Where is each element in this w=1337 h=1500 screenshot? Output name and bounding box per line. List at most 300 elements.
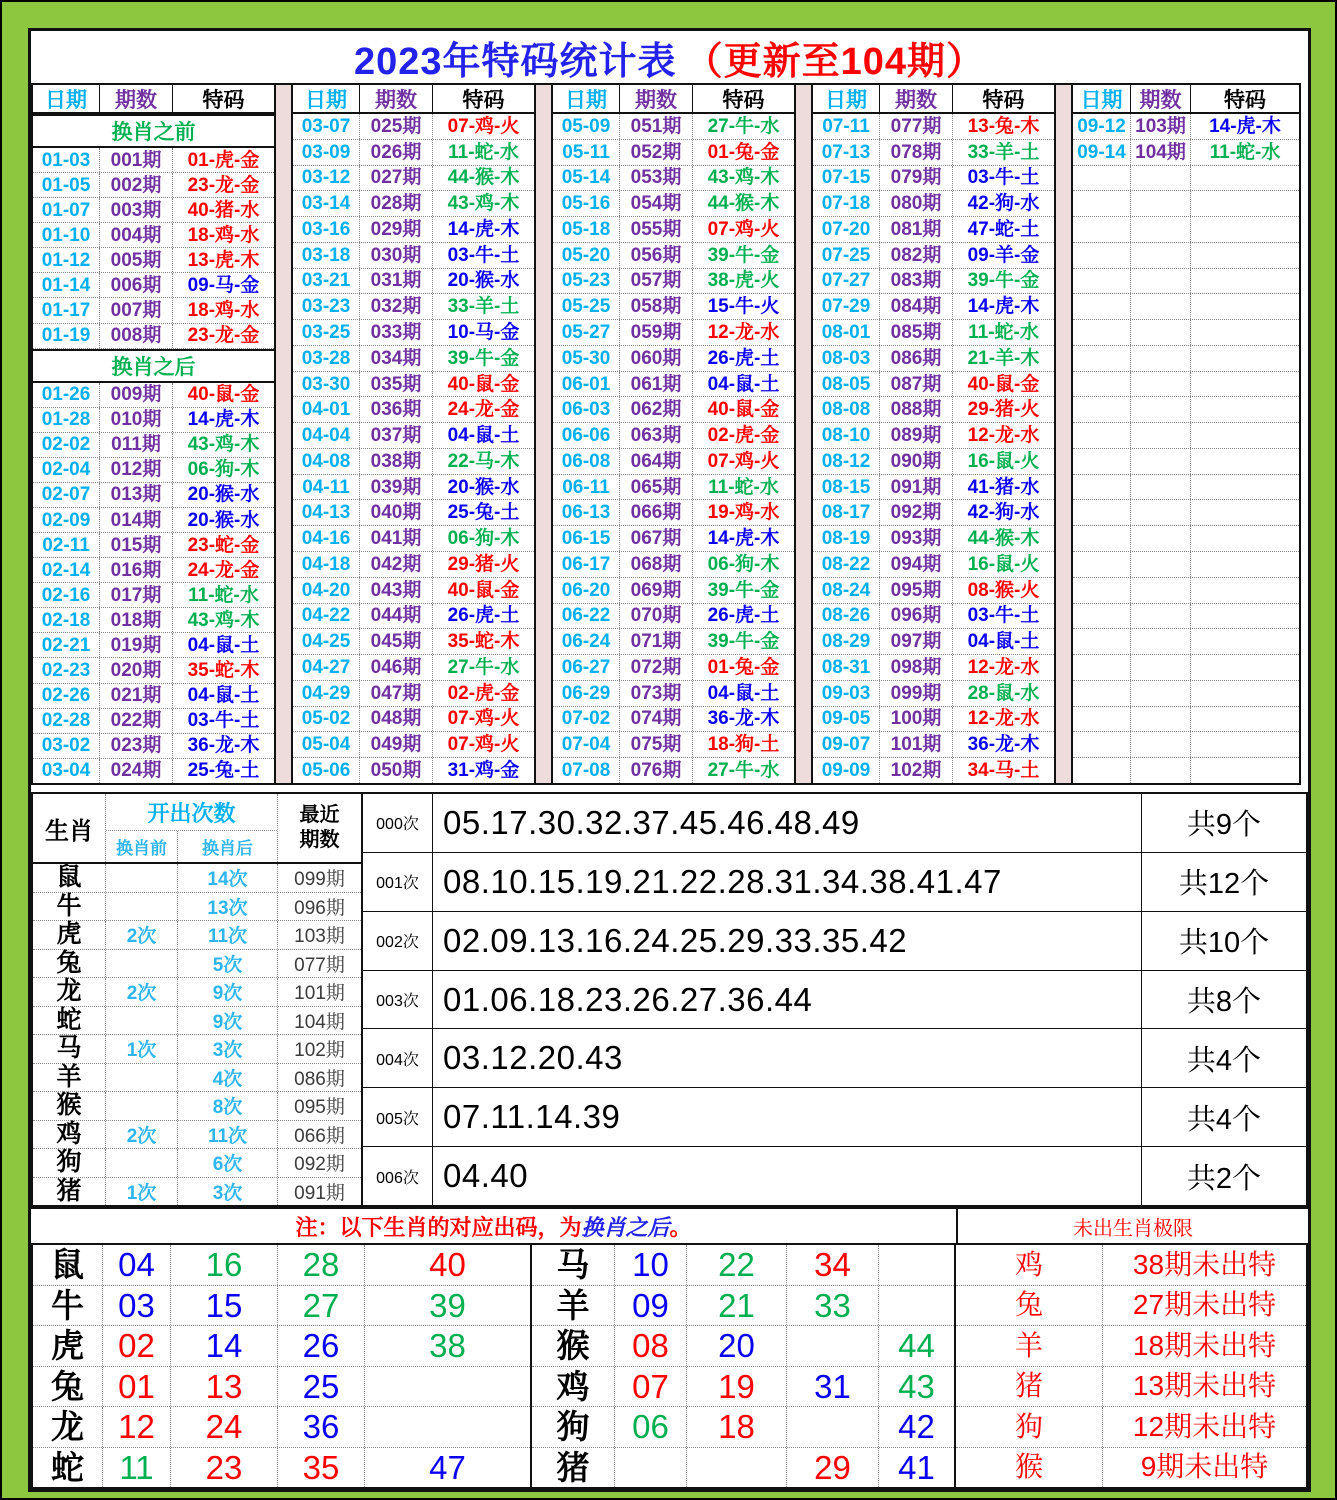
- overdue-zodiac-name: 羊: [956, 1326, 1103, 1366]
- zodiac-name: 猪: [532, 1448, 615, 1488]
- result-date: 01-17: [33, 298, 100, 322]
- empty-code-cell: [1191, 320, 1299, 345]
- empty-period-cell: [1131, 500, 1191, 525]
- result-date: 04-13: [293, 500, 360, 525]
- result-code: 39-牛-金: [707, 244, 780, 266]
- result-date: 08-03: [813, 346, 880, 371]
- count-before-change: [106, 1064, 178, 1092]
- result-code: 40-鼠-金: [707, 399, 780, 421]
- result-row: [553, 320, 794, 346]
- empty-row: [1073, 707, 1299, 733]
- result-row: [33, 709, 274, 734]
- empty-code-cell: [1191, 243, 1299, 268]
- result-row: [553, 166, 794, 192]
- result-code: 36-龙-木: [707, 708, 780, 730]
- result-code: 18-鸡-水: [187, 224, 260, 246]
- result-period: 079期: [880, 166, 953, 191]
- code-header: 特码: [202, 88, 245, 112]
- result-period: 040期: [360, 500, 433, 525]
- code-header: 特码: [982, 88, 1025, 112]
- result-code: 04-鼠-土: [707, 373, 780, 395]
- empty-period-cell: [1131, 166, 1191, 191]
- result-row: [293, 320, 534, 346]
- empty-date-cell: [1073, 758, 1131, 783]
- zodiac-number-cell: 33: [787, 1286, 879, 1326]
- zodiac-number-cell: 27: [278, 1286, 365, 1326]
- zodiac-name: 虎: [33, 921, 106, 949]
- count-after-change: 6次: [178, 1149, 278, 1177]
- result-period: 027期: [360, 166, 433, 191]
- result-code: 10-马-金: [447, 322, 520, 343]
- empty-row: [1073, 372, 1299, 398]
- empty-period-cell: [1131, 423, 1191, 448]
- result-period: 032期: [360, 294, 433, 319]
- result-code: 43-鸡-木: [707, 167, 780, 189]
- result-row: [813, 758, 1054, 783]
- zodiac-number-cell: 41: [898, 1448, 935, 1486]
- zodiac-name: 猴: [33, 1092, 106, 1120]
- result-code: 20-猴-水: [187, 484, 260, 506]
- period-header: 期数: [100, 85, 173, 112]
- frequency-row: [363, 912, 1306, 971]
- empty-date-cell: [1073, 294, 1131, 319]
- result-date: 01-26: [33, 383, 100, 407]
- zodiac-name: 兔: [33, 1367, 103, 1407]
- result-code: 04-鼠-土: [447, 425, 520, 447]
- result-code: 39-牛-金: [707, 631, 780, 653]
- result-date: 05-20: [553, 243, 620, 268]
- frequency-numbers: 02.09.13.16.24.25.29.33.35.42: [443, 921, 908, 959]
- result-date: 03-09: [293, 140, 360, 165]
- result-code: 06-狗-木: [447, 528, 520, 550]
- result-date: 02-16: [33, 583, 100, 607]
- result-row: [293, 707, 534, 733]
- frequency-numbers: 07.11.14.39: [443, 1098, 621, 1136]
- empty-period-cell: [1131, 707, 1191, 732]
- result-row: [813, 707, 1054, 733]
- zodiac-stat-row: [33, 1149, 361, 1178]
- zodiac-number-cell: 24: [171, 1407, 278, 1447]
- overdue-zodiac-name: 鸡: [956, 1245, 1103, 1285]
- zodiac-number-cell: 04: [103, 1245, 171, 1285]
- overdue-period-count: 18期未出特: [1132, 1329, 1277, 1361]
- zodiac-number-cell: [687, 1448, 787, 1488]
- result-period: 026期: [360, 140, 433, 165]
- result-date: 07-20: [813, 217, 880, 242]
- frequency-label: 002次: [363, 912, 433, 970]
- result-row: [33, 684, 274, 709]
- zodiac-number-cell: [365, 1407, 530, 1447]
- result-row: [553, 269, 794, 295]
- result-code: 09-马-金: [187, 274, 260, 296]
- result-code: 20-猴-水: [447, 476, 520, 498]
- limits-table-title: 未出生肖极限: [956, 1209, 1308, 1243]
- result-period: 097期: [880, 629, 953, 654]
- result-date: 04-04: [293, 423, 360, 448]
- result-row: [813, 320, 1054, 346]
- result-code: 40-鼠-金: [187, 384, 260, 406]
- zodiac-number-row: [33, 1245, 530, 1286]
- result-date: 09-07: [813, 732, 880, 757]
- result-row: [293, 681, 534, 707]
- most-recent-period: 096期: [294, 897, 345, 919]
- result-row: [33, 173, 274, 198]
- zodiac-name: 马: [33, 1035, 106, 1063]
- empty-code-cell: [1191, 707, 1299, 732]
- empty-date-cell: [1073, 320, 1131, 345]
- result-period: 065期: [620, 475, 693, 500]
- result-row: [33, 759, 274, 783]
- result-code: 16-鼠-火: [967, 553, 1040, 575]
- result-date: 08-19: [813, 526, 880, 551]
- result-code: 07-鸡-火: [707, 450, 780, 472]
- result-row: [553, 140, 794, 166]
- result-period: 059期: [620, 320, 693, 345]
- result-period: 053期: [620, 166, 693, 191]
- frequency-total: 共10个: [1141, 912, 1306, 970]
- frequency-numbers: 01.06.18.23.26.27.36.44: [443, 980, 813, 1018]
- empty-date-cell: [1073, 346, 1131, 371]
- result-row: [33, 734, 274, 759]
- empty-code-cell: [1191, 655, 1299, 680]
- frequency-numbers: 04.40: [443, 1157, 529, 1195]
- result-date: 02-11: [33, 533, 100, 557]
- result-date: 08-24: [813, 578, 880, 603]
- most-recent-period: 099期: [294, 869, 345, 891]
- result-date: 08-01: [813, 320, 880, 345]
- empty-code-cell: [1191, 500, 1299, 525]
- result-date: 07-29: [813, 294, 880, 319]
- result-code: 44-猴-木: [707, 193, 780, 215]
- result-code: 20-猴-水: [447, 270, 520, 292]
- date-header: 日期: [553, 85, 620, 112]
- zodiac-name: 蛇: [33, 1448, 103, 1488]
- result-period: 029期: [360, 217, 433, 242]
- result-code: 07-鸡-火: [447, 115, 520, 137]
- zodiac-number-cell: 03: [103, 1286, 171, 1326]
- empty-code-cell: [1191, 552, 1299, 577]
- result-code: 01-兔-金: [707, 656, 780, 678]
- result-period: 023期: [100, 734, 173, 758]
- result-row: [813, 500, 1054, 526]
- overdue-zodiac-name: 狗: [956, 1407, 1103, 1447]
- zodiac-number-cell: 21: [687, 1286, 787, 1326]
- result-date: 04-18: [293, 552, 360, 577]
- result-period: 047期: [360, 681, 433, 706]
- result-period: 015期: [100, 533, 173, 557]
- result-period: 092期: [880, 500, 953, 525]
- result-code: 08-猴-火: [967, 579, 1040, 601]
- zodiac-name: 马: [532, 1245, 615, 1285]
- most-recent-period: 092期: [294, 1154, 345, 1176]
- count-after-change: 9次: [178, 1007, 278, 1035]
- date-header: 日期: [33, 85, 100, 112]
- result-period: 067期: [620, 526, 693, 551]
- result-period: 070期: [620, 604, 693, 629]
- result-row: [293, 140, 534, 166]
- count-after-change: 3次: [178, 1178, 278, 1206]
- result-period: 010期: [100, 408, 173, 432]
- result-row: [553, 552, 794, 578]
- result-date: 09-14: [1073, 140, 1131, 165]
- empty-date-cell: [1073, 243, 1131, 268]
- result-period: 077期: [880, 114, 953, 139]
- result-code: 43-鸡-木: [187, 434, 260, 456]
- period-column-5: [1071, 83, 1301, 785]
- empty-code-cell: [1191, 629, 1299, 654]
- empty-row: [1073, 243, 1299, 269]
- recent-header-line1: 最近: [299, 804, 340, 826]
- overdue-period-count: 13期未出特: [1132, 1370, 1277, 1402]
- zodiac-number-cell: [615, 1448, 687, 1488]
- overdue-row: [956, 1245, 1306, 1286]
- empty-row: [1073, 475, 1299, 501]
- result-date: 09-05: [813, 707, 880, 732]
- count-before-change: 2次: [106, 1121, 178, 1149]
- before-change-header: 换肖前: [106, 831, 178, 862]
- result-date: 05-27: [553, 320, 620, 345]
- zodiac-number-cell: 06: [615, 1407, 687, 1447]
- frequency-row: [363, 1088, 1306, 1147]
- empty-period-cell: [1131, 604, 1191, 629]
- count-after-change: 11次: [178, 1121, 278, 1149]
- result-period: 081期: [880, 217, 953, 242]
- count-after-change: 11次: [178, 921, 278, 949]
- empty-period-cell: [1131, 578, 1191, 603]
- empty-date-cell: [1073, 500, 1131, 525]
- result-code: 42-狗-水: [967, 502, 1040, 524]
- zodiac-stat-row: [33, 893, 361, 922]
- recent-header-line2: 期数: [299, 829, 340, 851]
- result-period: 014期: [100, 508, 173, 532]
- bottom-header-row: [31, 1209, 1308, 1243]
- zodiac-name: 狗: [532, 1407, 615, 1447]
- result-row: [293, 475, 534, 501]
- zodiac-stat-row: [33, 978, 361, 1007]
- empty-code-cell: [1191, 191, 1299, 216]
- result-row: [33, 608, 274, 633]
- result-code: 29-猪-火: [967, 399, 1040, 421]
- result-date: 09-03: [813, 681, 880, 706]
- result-row: [33, 633, 274, 658]
- result-row: [813, 475, 1054, 501]
- result-period: 013期: [100, 483, 173, 507]
- overdue-zodiac-name: 猪: [956, 1367, 1103, 1407]
- empty-period-cell: [1131, 372, 1191, 397]
- result-code: 11-蛇-水: [968, 322, 1039, 343]
- result-date: 04-29: [293, 681, 360, 706]
- date-header: 日期: [293, 85, 360, 112]
- count-before-change: [106, 950, 178, 978]
- result-period: 075期: [620, 732, 693, 757]
- empty-row: [1073, 449, 1299, 475]
- frequency-total: 共4个: [1141, 1029, 1306, 1087]
- times-header: 开出次数: [106, 794, 277, 831]
- result-row: [553, 294, 794, 320]
- result-code: 36-龙-木: [187, 735, 260, 757]
- empty-code-cell: [1191, 423, 1299, 448]
- empty-period-cell: [1131, 191, 1191, 216]
- result-row: [293, 552, 534, 578]
- result-row: [293, 397, 534, 423]
- empty-row: [1073, 217, 1299, 243]
- note-emphasis: 换肖之后: [581, 1214, 670, 1240]
- bottom-section: [31, 1207, 1308, 1489]
- result-code: 11-蛇-水: [708, 476, 779, 498]
- empty-row: [1073, 578, 1299, 604]
- result-row: [293, 346, 534, 372]
- result-period: 091期: [880, 475, 953, 500]
- result-code: 39-牛-金: [707, 579, 780, 601]
- date-header: 日期: [1073, 85, 1131, 112]
- result-date: 05-14: [553, 166, 620, 191]
- result-period: 071期: [620, 629, 693, 654]
- result-row: [553, 217, 794, 243]
- result-row: [813, 604, 1054, 630]
- empty-code-cell: [1191, 449, 1299, 474]
- result-date: 02-02: [33, 433, 100, 457]
- result-code: 09-羊-金: [967, 244, 1040, 266]
- result-code: 23-龙-金: [187, 325, 260, 347]
- result-period: 025期: [360, 114, 433, 139]
- zodiac-name: 蛇: [33, 1007, 106, 1035]
- zodiac-name: 龙: [33, 1407, 103, 1447]
- zodiac-number-cell: 08: [615, 1326, 687, 1366]
- result-period: 062期: [620, 397, 693, 422]
- result-date: 03-16: [293, 217, 360, 242]
- result-row: [1073, 114, 1299, 140]
- result-code: 27-牛-水: [707, 115, 780, 137]
- frequency-total: 共2个: [1141, 1147, 1306, 1205]
- zodiac-number-cell: 11: [103, 1448, 171, 1488]
- overdue-period-count: 9期未出特: [1140, 1451, 1269, 1483]
- result-date: 07-13: [813, 140, 880, 165]
- result-date: 06-17: [553, 552, 620, 577]
- count-before-change: [106, 1149, 178, 1177]
- result-row: [293, 526, 534, 552]
- result-date: 01-19: [33, 324, 100, 348]
- empty-code-cell: [1191, 269, 1299, 294]
- result-row: [553, 526, 794, 552]
- result-code: 35-蛇-木: [447, 631, 520, 653]
- overdue-zodiac-table: [956, 1243, 1308, 1489]
- column-header-row: [553, 85, 794, 114]
- result-row: [293, 217, 534, 243]
- zodiac-number-cell: 39: [429, 1286, 466, 1324]
- result-row: [293, 500, 534, 526]
- zodiac-number-cell: [879, 1245, 954, 1285]
- most-recent-period: 104期: [294, 1011, 345, 1033]
- overdue-row: [956, 1326, 1306, 1367]
- frequency-label: 000次: [363, 794, 433, 852]
- count-after-change: 8次: [178, 1092, 278, 1120]
- result-row: [553, 243, 794, 269]
- zodiac-stats-table: [31, 792, 363, 1207]
- period-header: 期数: [880, 85, 953, 112]
- result-row: [33, 148, 274, 173]
- result-date: 03-14: [293, 191, 360, 216]
- result-period: 057期: [620, 269, 693, 294]
- result-period: 082期: [880, 243, 953, 268]
- result-code: 14-虎-木: [707, 528, 780, 550]
- result-code: 27-牛-水: [447, 656, 520, 678]
- column-gap: [276, 83, 291, 785]
- result-period: 080期: [880, 191, 953, 216]
- empty-row: [1073, 191, 1299, 217]
- result-date: 08-17: [813, 500, 880, 525]
- empty-period-cell: [1131, 346, 1191, 371]
- result-period: 033期: [360, 320, 433, 345]
- result-date: 05-23: [553, 269, 620, 294]
- result-row: [553, 681, 794, 707]
- frequency-label: 004次: [363, 1029, 433, 1087]
- period-column-2: [291, 83, 536, 785]
- result-code: 34-马-土: [967, 760, 1040, 782]
- result-date: 02-14: [33, 558, 100, 582]
- zodiac-name: 虎: [33, 1326, 103, 1366]
- zodiac-number-cell: [787, 1407, 879, 1447]
- result-period: 099期: [880, 681, 953, 706]
- result-code: 04-鼠-土: [967, 631, 1040, 653]
- result-date: 04-16: [293, 526, 360, 551]
- result-code: 21-羊-木: [967, 347, 1040, 369]
- result-code: 07-鸡-火: [447, 708, 520, 730]
- result-period: 028期: [360, 191, 433, 216]
- zodiac-number-cell: 25: [278, 1367, 365, 1407]
- result-row: [33, 658, 274, 683]
- result-code: 03-牛-土: [187, 710, 260, 732]
- result-period: 083期: [880, 269, 953, 294]
- result-code: 39-牛-金: [447, 347, 520, 369]
- overdue-period-count: 12期未出特: [1132, 1410, 1277, 1442]
- section-label-row: 换肖之后: [33, 349, 274, 383]
- frequency-total: 共9个: [1141, 794, 1306, 852]
- result-period: 102期: [880, 758, 953, 783]
- result-date: 01-05: [33, 173, 100, 197]
- result-code: 03-牛-土: [967, 167, 1040, 189]
- result-row: [33, 198, 274, 223]
- result-code: 14-虎-木: [187, 409, 260, 431]
- result-row: [813, 732, 1054, 758]
- result-row: [553, 707, 794, 733]
- zodiac-number-cell: 22: [687, 1245, 787, 1285]
- frequency-row: [363, 971, 1306, 1030]
- stats-section: [31, 792, 1308, 1207]
- result-code: 02-虎-金: [447, 682, 520, 704]
- result-period: 073期: [620, 681, 693, 706]
- result-period: 001期: [100, 148, 173, 172]
- result-date: 07-11: [813, 114, 880, 139]
- result-code: 40-鼠-金: [967, 373, 1040, 395]
- zodiac-name: 鼠: [33, 1245, 103, 1285]
- result-row: [553, 114, 794, 140]
- zodiac-number-cell: [365, 1367, 530, 1407]
- result-code: 26-虎-土: [707, 605, 780, 627]
- overdue-period-count: 38期未出特: [1132, 1248, 1277, 1280]
- result-row: [813, 140, 1054, 166]
- zodiac-number-cell: 34: [787, 1245, 879, 1285]
- result-date: 04-08: [293, 449, 360, 474]
- empty-period-cell: [1131, 732, 1191, 757]
- result-code: 23-龙-金: [187, 174, 260, 196]
- period-header: 期数: [620, 85, 693, 112]
- result-code: 44-猴-木: [967, 528, 1040, 550]
- result-period: 052期: [620, 140, 693, 165]
- empty-code-cell: [1191, 397, 1299, 422]
- most-recent-period: 095期: [294, 1097, 345, 1119]
- empty-row: [1073, 552, 1299, 578]
- result-row: [33, 558, 274, 583]
